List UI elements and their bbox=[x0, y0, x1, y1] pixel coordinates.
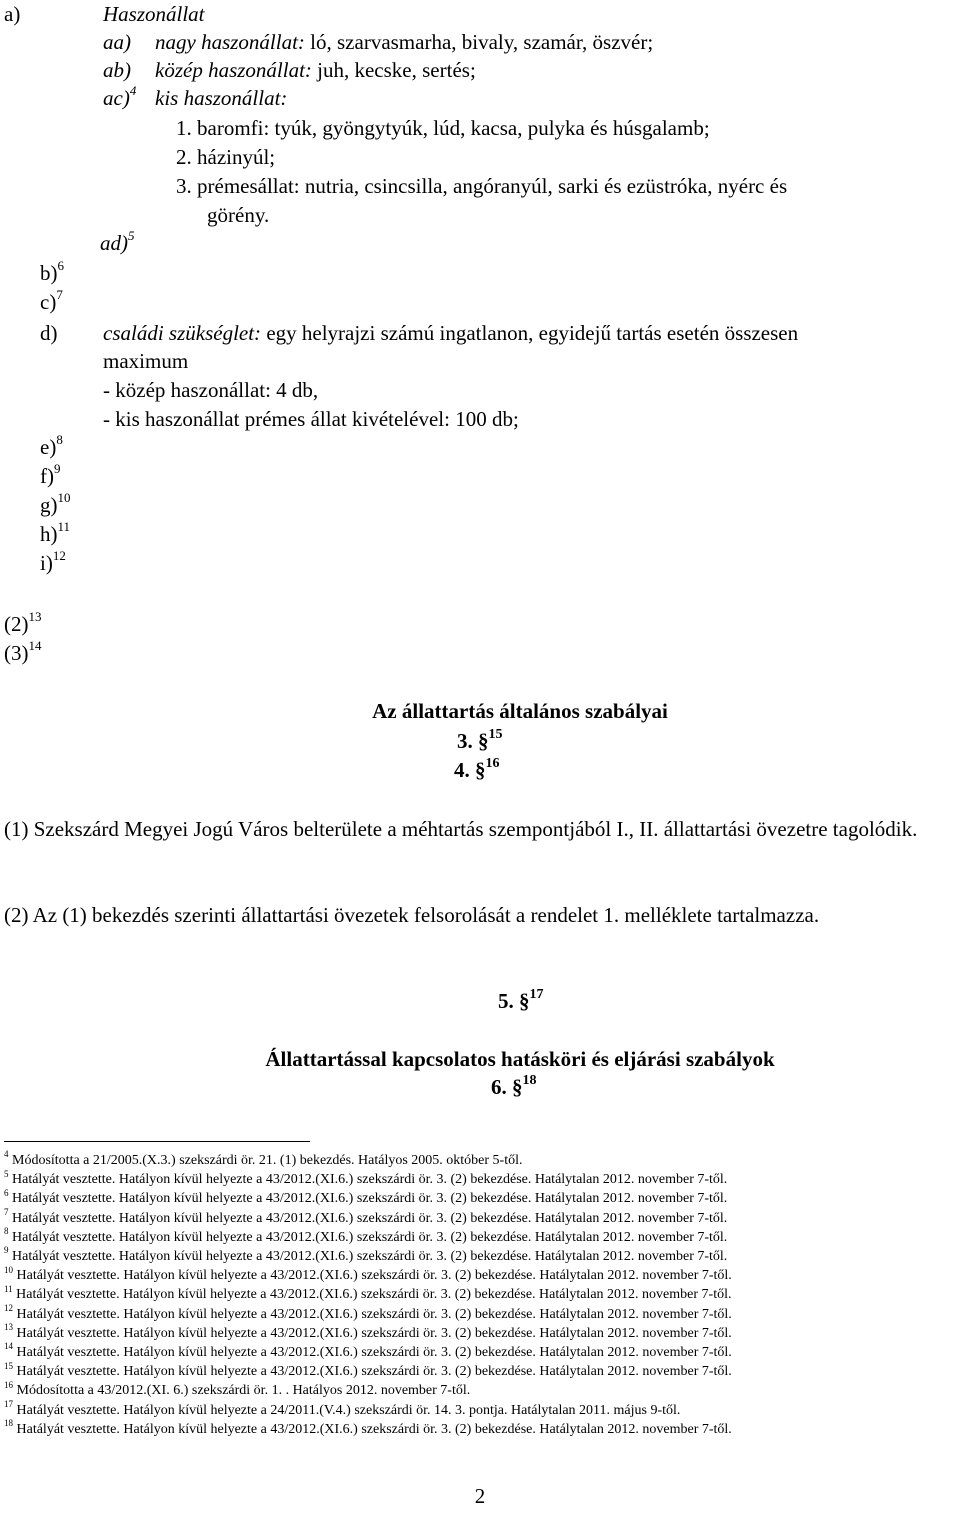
footnote-ref-17[interactable]: 17 bbox=[529, 987, 544, 1002]
footnote-ref-5[interactable]: 5 bbox=[128, 228, 135, 243]
section-5-heading: 5. §$^{17}$ bbox=[498, 987, 544, 1013]
footnote-item bbox=[4, 1418, 732, 1438]
footnote-separator bbox=[4, 1141, 310, 1142]
s6-number: 6. bbox=[491, 1075, 512, 1099]
term-ab: közép haszonállat: bbox=[155, 58, 312, 82]
footnote-item bbox=[4, 1302, 732, 1323]
term-d: családi szükséglet: bbox=[103, 321, 262, 345]
footnote-number: 17 bbox=[4, 1398, 13, 1409]
footnote-text: Hatályát vesztette. Hatályon kívül helyezte a 43/2012.(XI.6.) szekszárdi ör. 3. (2) bekezdése. Hatálytalan 2012. november 7-től. bbox=[8, 1172, 728, 1188]
footnote-text: Hatályát vesztette. Hatályon kívül helyezte a 43/2012.(XI.6.) szekszárdi ör. 3. (2) bekezdése. Hatálytalan 2012. november 7-től. bbox=[13, 1268, 732, 1284]
footnote-ref-10[interactable]: 10 bbox=[57, 490, 71, 505]
footnote-number: 5 bbox=[4, 1168, 9, 1179]
list-label-f bbox=[40, 462, 61, 490]
footnote-ref-16[interactable]: 16 bbox=[485, 756, 500, 771]
f-label-text: f) bbox=[40, 464, 54, 488]
ac-label-text: ac) bbox=[103, 86, 130, 110]
footnote-ref-13[interactable]: 13 bbox=[28, 609, 42, 624]
g-label-text: g) bbox=[40, 493, 58, 517]
list-label-aa: aa) bbox=[103, 30, 131, 54]
footnote-ref-18[interactable]: 18 bbox=[522, 1073, 537, 1088]
s4-number: 4. bbox=[454, 758, 475, 782]
footnote-item bbox=[4, 1264, 732, 1284]
item-aa bbox=[155, 28, 653, 56]
list-label-ac bbox=[103, 84, 136, 112]
paragraph-4-2: (2) Az (1) bekezdés szerinti állattartási övezetek felsorolását a rendelet 1. melléklete tartalmazza. bbox=[4, 903, 820, 927]
s5-number: 5. bbox=[498, 989, 519, 1013]
footnote-ref-9[interactable]: 9 bbox=[54, 461, 61, 476]
paragraph-3-label bbox=[4, 639, 42, 667]
list-a-title: Haszonállat bbox=[103, 2, 205, 26]
footnote-number: 14 bbox=[4, 1341, 13, 1352]
footnote-text: Hatályát vesztette. Hatályon kívül helyezte a 43/2012.(XI.6.) szekszárdi ör. 3. (2) bekezdése. Hatálytalan 2012. november 7-től. bbox=[13, 1345, 732, 1360]
section-6-heading: 6. §$^{18}$ bbox=[491, 1073, 537, 1099]
footnote-number: 13 bbox=[4, 1322, 13, 1333]
i-label-text: i) bbox=[40, 551, 53, 575]
item-ab bbox=[155, 56, 476, 84]
item-d bbox=[103, 319, 798, 347]
b-label-text: b) bbox=[40, 261, 58, 285]
footnote-ref-8[interactable]: 8 bbox=[56, 432, 63, 447]
footnote-ref-4[interactable]: 4 bbox=[129, 83, 137, 98]
item-d-sub2: - kis haszonállat prémes állat kivételével: 100 db; bbox=[103, 407, 519, 431]
ac-item-3: 3. prémesállat: nutria, csincsilla, angóranyúl, sarki és ezüstróka, nyérc és bbox=[176, 174, 788, 198]
footnote-text: Hatályát vesztette. Hatályon kívül helyezte a 43/2012.(XI.6.) szekszárdi ör. 3. (2) bekezdése. Hatálytalan 2012. november 7-től. bbox=[13, 1364, 732, 1380]
footnote-item bbox=[4, 1398, 681, 1419]
term-ac: kis haszonállat: bbox=[155, 86, 288, 110]
footnote-number: 16 bbox=[4, 1379, 13, 1390]
footnote-number: 11 bbox=[4, 1283, 13, 1294]
footnote-number: 15 bbox=[4, 1360, 13, 1371]
list-label-i bbox=[40, 549, 66, 577]
footnote-ref-14[interactable]: 14 bbox=[28, 638, 42, 653]
footnote-number: 7 bbox=[4, 1206, 9, 1217]
footnote-text: Hatályát vesztette. Hatályon kívül helyezte a 43/2012.(XI.6.) szekszárdi ör. 3. (2) bekezdése. Hatálytalan 2012. november 7-től. bbox=[13, 1421, 732, 1437]
footnote-ref-6[interactable]: 6 bbox=[57, 258, 64, 273]
footnote-item bbox=[4, 1379, 471, 1399]
item-d-cont: maximum bbox=[103, 349, 189, 373]
h-label-text: h) bbox=[40, 522, 58, 546]
c-label-text: c) bbox=[40, 290, 57, 314]
footnote-number: 6 bbox=[4, 1187, 9, 1198]
footnote-number: 12 bbox=[4, 1302, 13, 1313]
p3-label-text: (3) bbox=[4, 641, 29, 665]
list-label-a: a) bbox=[4, 2, 21, 26]
ac-item-2: 2. házinyúl; bbox=[176, 145, 276, 169]
footnote-text: Hatályát vesztette. Hatályon kívül helyezte a 43/2012.(XI.6.) szekszárdi ör. 3. (2) bekezdése. Hatálytalan 2012. november 7-től. bbox=[8, 1229, 728, 1245]
footnote-item bbox=[4, 1149, 523, 1169]
page-number: 2 bbox=[474, 1484, 486, 1508]
footnote-text: Hatályát vesztette. Hatályon kívül helyezte a 43/2012.(XI.6.) szekszárdi ör. 3. (2) bekezdése. Hatálytalan 2012. november 7-től. bbox=[8, 1210, 728, 1226]
footnote-text: Hatályát vesztette. Hatályon kívül helyezte a 43/2012.(XI.6.) szekszárdi ör. 3. (2) bekezdése. Hatálytalan 2012. november 7-től. bbox=[8, 1191, 728, 1207]
footnote-text: Hatályát vesztette. Hatályon kívül helyezte a 43/2012.(XI.6.) szekszárdi ör. 3. (2) bekezdése. Hatálytalan 2012. november 7-től. bbox=[8, 1249, 728, 1264]
footnote-text: Módosította a 43/2012.(XI. 6.) szekszárdi ör. 1. . Hatályos 2012. november 7-től. bbox=[13, 1383, 471, 1399]
footnote-number: 8 bbox=[4, 1226, 9, 1237]
ac-item-1: 1. baromfi: tyúk, gyöngytyúk, lúd, kacsa, pulyka és húsgalamb; bbox=[176, 116, 710, 140]
text-ab: juh, kecske, sertés; bbox=[311, 58, 476, 82]
ac-item-3-cont: görény. bbox=[207, 203, 270, 227]
footnote-item bbox=[4, 1206, 728, 1227]
footnote-ref-11[interactable]: 11 bbox=[57, 519, 71, 534]
footnote-number: 18 bbox=[4, 1418, 13, 1429]
list-label-b bbox=[40, 259, 64, 287]
footnote-item bbox=[4, 1360, 732, 1380]
footnote-ref-15[interactable]: 15 bbox=[488, 727, 503, 742]
footnote-item bbox=[4, 1322, 732, 1342]
list-label-c bbox=[40, 288, 63, 316]
footnote-text: Módosította a 21/2005.(X.3.) szekszárdi ör. 21. (1) bekezdés. Hatályos 2005. október 5-től. bbox=[8, 1153, 523, 1168]
footnote-text: Hatályát vesztette. Hatályon kívül helyezte a 43/2012.(XI.6.) szekszárdi ör. 3. (2) bekezdése. Hatálytalan 2012. november 7-től. bbox=[13, 1325, 732, 1341]
term-aa: nagy haszonállat: bbox=[155, 30, 305, 54]
footnote-item bbox=[4, 1341, 732, 1361]
list-label-h bbox=[40, 520, 70, 548]
ad-label-text: ad) bbox=[100, 231, 128, 255]
section-title-authority: Állattartással kapcsolatos hatásköri és eljárási szabályok bbox=[265, 1047, 775, 1071]
footnote-number: 9 bbox=[4, 1245, 9, 1256]
footnote-ref-7[interactable]: 7 bbox=[56, 287, 63, 302]
footnote-item bbox=[4, 1283, 732, 1303]
list-label-d: d) bbox=[40, 321, 58, 345]
list-label-ab: ab) bbox=[103, 58, 131, 82]
s3-number: 3. bbox=[457, 729, 478, 753]
paragraph-4-1: (1) Szekszárd Megyei Jogú Város belterülete a méhtartás szempontjából I., II. állattartási övezetre tagolódik. bbox=[4, 817, 918, 841]
footnote-text: Hatályát vesztette. Hatályon kívül helyezte a 24/2011.(V.4.) szekszárdi ör. 14. 3. pontja. Hatálytalan 2011. május 9-től. bbox=[13, 1402, 681, 1418]
list-label-e bbox=[40, 433, 63, 461]
footnote-item bbox=[4, 1168, 728, 1188]
list-label-ad bbox=[100, 229, 135, 257]
text-aa: ló, szarvasmarha, bivaly, szamár, öszvér; bbox=[304, 30, 654, 54]
footnote-ref-12[interactable]: 12 bbox=[52, 548, 66, 563]
list-label-g bbox=[40, 491, 71, 519]
footnote-number: 4 bbox=[4, 1149, 9, 1160]
e-label-text: e) bbox=[40, 435, 57, 459]
footnote-number: 10 bbox=[4, 1264, 13, 1275]
section-title-general: Az állattartás általános szabályai bbox=[372, 699, 668, 723]
paragraph-2-label bbox=[4, 610, 42, 638]
footnote-item bbox=[4, 1226, 728, 1246]
footnote-text: Hatályát vesztette. Hatályon kívül helyezte a 43/2012.(XI.6.) szekszárdi ör. 3. (2) bekezdése. Hatálytalan 2012. november 7-től. bbox=[13, 1306, 732, 1322]
p2-label-text: (2) bbox=[4, 612, 29, 636]
text-d: egy helyrajzi számú ingatlanon, egyidejű tartás esetén összesen bbox=[261, 321, 799, 345]
footnote-text: Hatályát vesztette. Hatályon kívül helyezte a 43/2012.(XI.6.) szekszárdi ör. 3. (2) bekezdése. Hatálytalan 2012. november 7-től. bbox=[12, 1287, 732, 1303]
footnote-item bbox=[4, 1245, 728, 1265]
section-4-heading: 4. §$^{16}$ bbox=[454, 756, 500, 782]
section-3-heading: 3. §$^{15}$ bbox=[457, 727, 503, 753]
item-d-sub1: - közép haszonállat: 4 db, bbox=[103, 378, 319, 402]
footnote-item bbox=[4, 1187, 728, 1207]
